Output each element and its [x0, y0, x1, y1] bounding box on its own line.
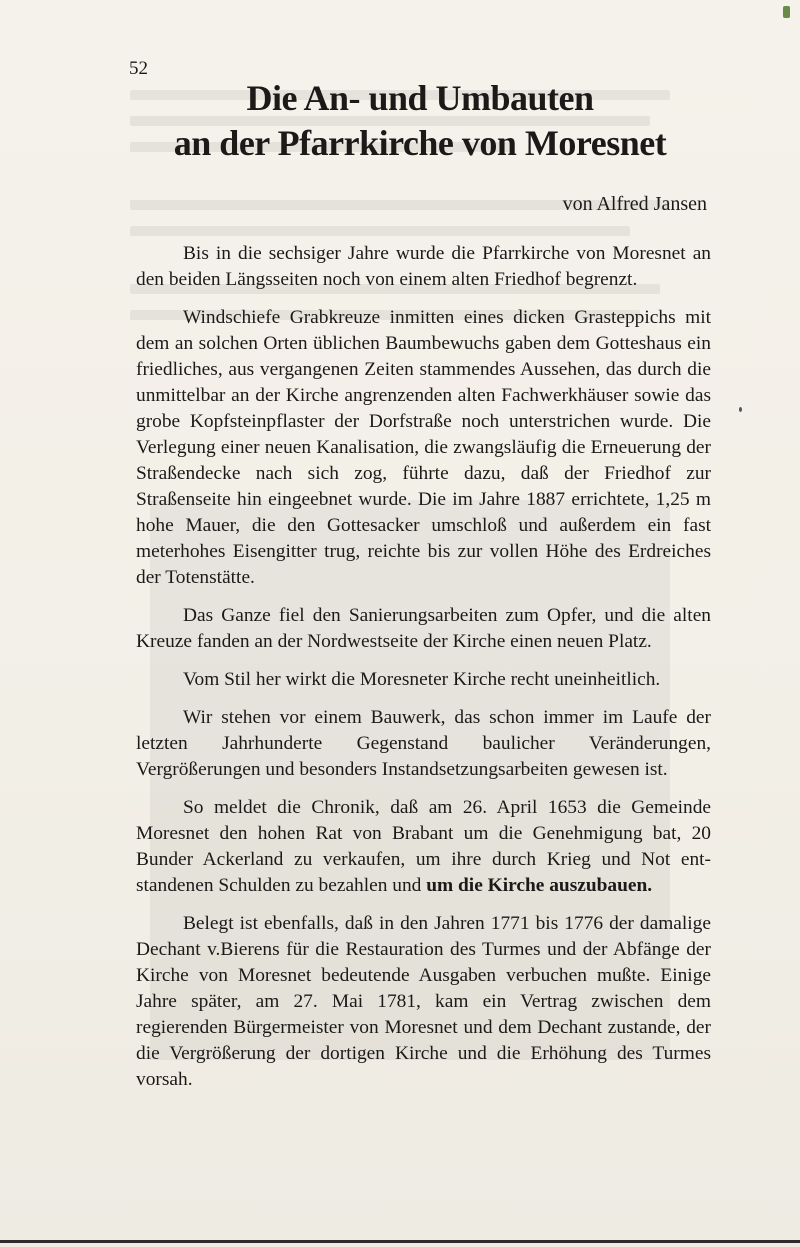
paragraph	[136, 241, 711, 293]
author-byline: von Alfred Jansen	[562, 193, 707, 215]
page-number: 52	[129, 58, 148, 79]
paper-speck	[739, 407, 742, 412]
article-body	[136, 241, 711, 1105]
paragraph-text: So meldet die Chronik, daß am 26. April 1653 die Gemeinde Moresnet den hohen Rat von Brabant um die Genehmigung bat, 20 Bunder Ackerland zu verkaufen, um ihre durch Krieg und Not entstandenen Schulden zu bezahlen und	[136, 797, 711, 896]
paragraph	[136, 603, 711, 655]
paragraph-text: Vom Stil her wirkt die Moresneter Kirche recht uneinheitlich.	[183, 669, 661, 690]
paragraph	[136, 911, 711, 1093]
paragraph-emphasis: um die Kirche auszubauen.	[426, 875, 653, 896]
paragraph-text: Das Ganze fiel den Sanierungsarbeiten zum Opfer, und die alten Kreuze fanden an der Nordwestseite der Kirche einen neuen Platz.	[136, 605, 711, 652]
title-line-2: an der Pfarrkirche von Moresnet	[173, 123, 667, 163]
article-title	[130, 76, 710, 166]
bottom-edge-rule	[0, 1240, 800, 1243]
paragraph	[136, 305, 711, 591]
paragraph-text: Wir stehen vor einem Bauwerk, das schon immer im Laufe der letzten Jahrhunderte Gegenstand baulicher Veränderungen, Vergrößerungen und besonders Instandsetzungsarbeiten gewesen ist.	[136, 707, 711, 780]
title-line-1: Die An- und Umbauten	[246, 78, 594, 118]
paragraph-text: Belegt ist ebenfalls, daß in den Jahren 1771 bis 1776 der damalige Dechant v.Bierens für die Restauration des Turmes und der Abfänge der Kirche von Moresnet bedeutende Ausgaben verbuchen mußte. Einige Jahre später, am 27. Mai 1781, kam ein Vertrag zwischen dem regierenden Bürgermeister von Moresnet und dem Dechant zustande, der die Vergrößerung der dortigen Kirche und die Erhöhung des Turmes vorsah.	[136, 913, 711, 1090]
paragraph	[136, 705, 711, 783]
bleed-through-line	[130, 226, 630, 236]
paragraph	[136, 667, 711, 693]
paragraph-text: Windschiefe Grabkreuze inmitten eines dicken Grasteppichs mit dem an solchen Orten üblichen Baumbewuchs gaben dem Gotteshaus ein friedliches, aus vergangenen Zeiten stammendes Aussehen, das durch die unmittelbar an der Kirche angrenzenden alten Fachwerkhäuser sowie das grobe Kopfsteinpflaster der Dorfstraße noch unterstrichen wurde. Die Verlegung einer neuen Kanalisation, die zwangsläufig die Erneuerung der Straßendecke nach sich zog, führte dazu, daß der Friedhof zur Straßenseite hin eingeebnet wurde. Die im Jahre 1887 errichtete, 1,25 m hohe Mauer, die den Gottesacker umschloß und außerdem ein fast meterhohes Eisengitter trug, reichte bis zur vollen Höhe des Erdreiches der Totenstätte.	[136, 307, 711, 588]
paragraph-text: Bis in die sechsiger Jahre wurde die Pfarrkirche von Moresnet an den beiden Längsseiten noch von einem alten Friedhof begrenzt.	[136, 243, 711, 290]
page-edge-mark	[783, 6, 790, 18]
paragraph	[136, 795, 711, 899]
